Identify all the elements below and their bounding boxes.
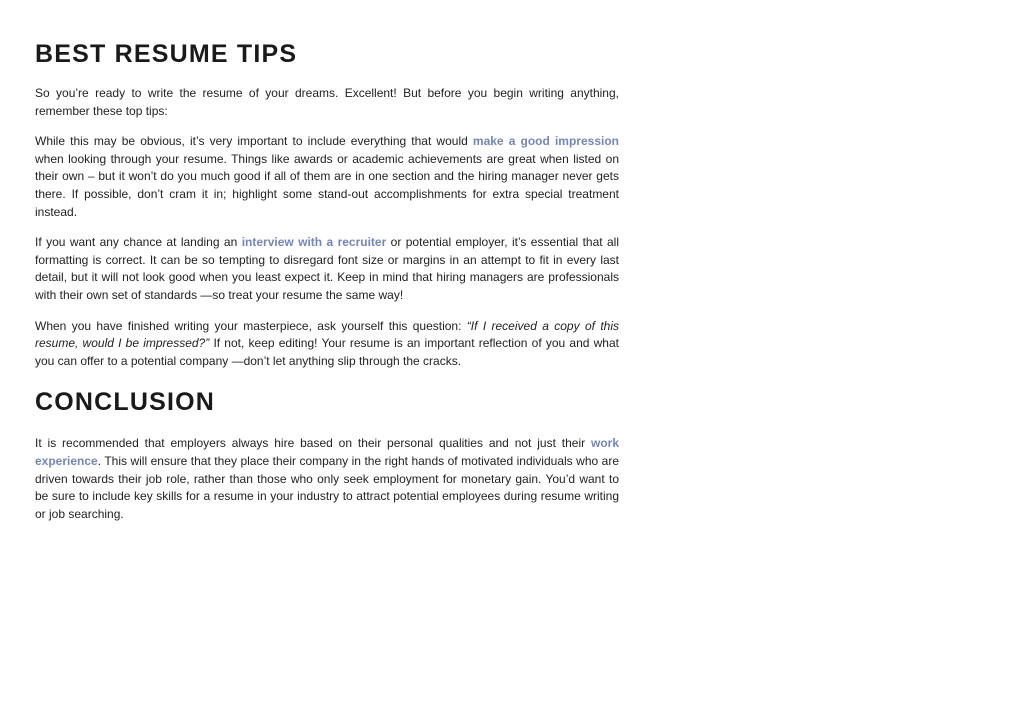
paragraph-text: when looking through your resume. Things like awards or academic achievements are great when listed on their own – but it won’t do you much good if all of them are in one section and the hiring manager never gets there. If possible, don’t cram it in; highlight some stand-out accomplishments for extra special treatment instead. xyxy=(35,151,619,219)
tip-paragraph-formatting xyxy=(35,234,619,304)
paragraph-text: or potential employer, it’s essential that all formatting is correct. It can be so tempting to disregard font size or margins in an attempt to fit in every last detail, but it will not look good when you least expect it. Keep in mind that hiring managers are professionals with their own set of standards —so treat your resume the same way! xyxy=(35,235,619,302)
paragraph-text: If not, keep editing! Your resume is an important reflection of you and what you can offer to a potential company —don’t let anything slip through the cracks. xyxy=(35,336,619,368)
paragraph-text: When you have finished writing your masterpiece, ask yourself this question: xyxy=(35,318,467,333)
article xyxy=(35,36,619,536)
paragraph-text: It is recommended that employers always hire based on their personal qualities and not just their xyxy=(35,436,591,451)
paragraph-text: If you want any chance at landing an xyxy=(35,235,242,250)
tip-paragraph-masterpiece xyxy=(35,318,619,371)
heading-conclusion: CONCLUSION xyxy=(35,388,216,417)
paragraph-text: While this may be obvious, it’s very important to include everything that would xyxy=(35,134,473,149)
paragraph-text: . This will ensure that they place their company in the right hands of motivated individuals who are driven towards their job role, rather than those who only seek employment for monetary gain. You’d want to be sure to include key skills for a resume in your industry to attract potential employees during resume writing or job searching. xyxy=(35,453,619,521)
interview-with-recruiter-link[interactable]: interview with a recruiter xyxy=(241,235,387,250)
make-good-impression-link[interactable]: make a good impression xyxy=(472,134,619,149)
conclusion-paragraph xyxy=(35,435,619,523)
intro-paragraph: So you’re ready to write the resume of your dreams. Excellent! But before you begin writing anything, remember these top tips: xyxy=(35,86,619,118)
quote-text: “If I received a copy of this resume, would I be impressed?” xyxy=(35,318,619,351)
heading-best-resume-tips: BEST RESUME TIPS xyxy=(35,40,298,68)
tip-paragraph-impression xyxy=(35,133,619,221)
work-experience-link[interactable]: work experience xyxy=(35,436,619,468)
